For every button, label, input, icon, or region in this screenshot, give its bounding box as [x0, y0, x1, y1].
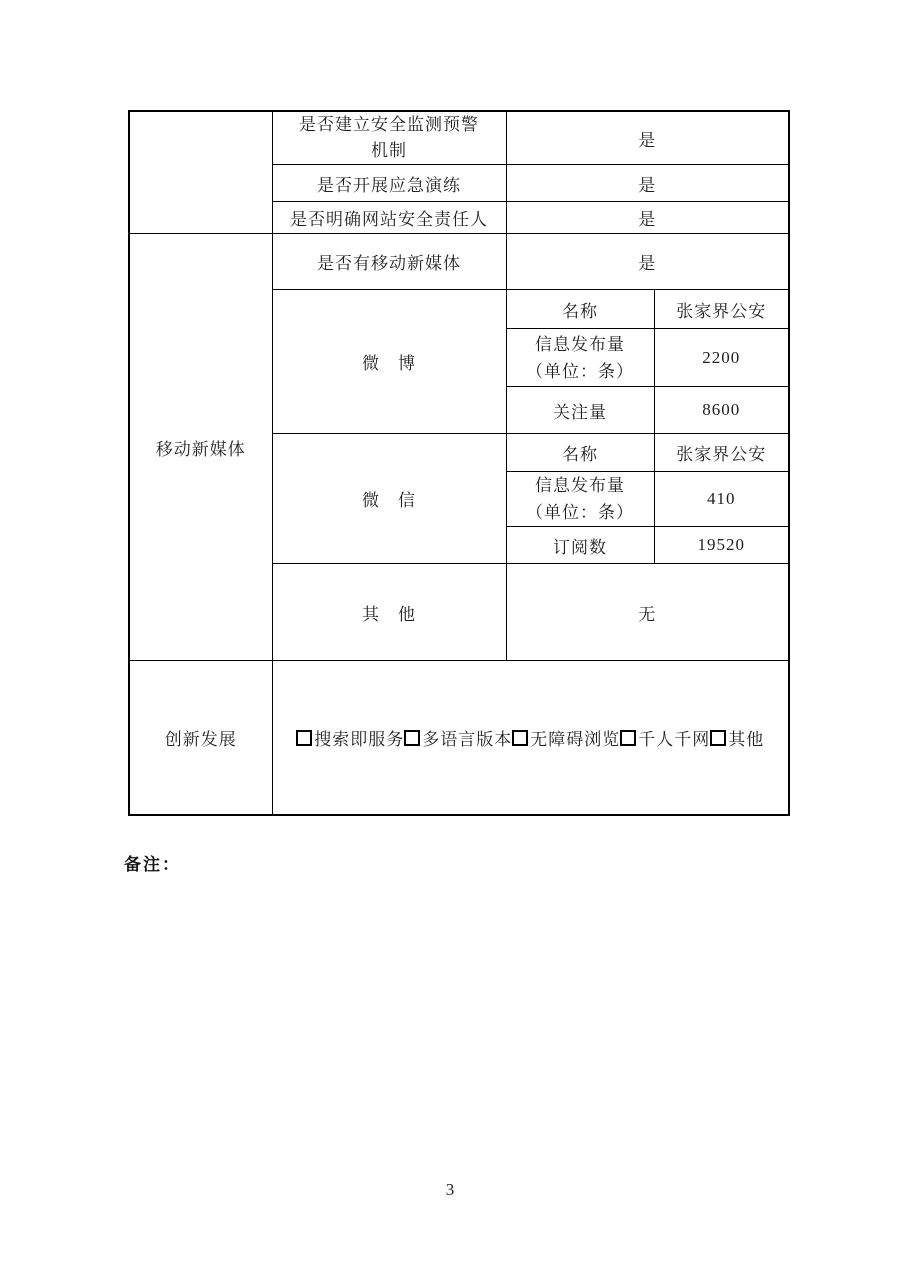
label-line: （单位：条） — [526, 361, 634, 381]
value-weibo-posts: 2200 — [654, 329, 789, 387]
checkbox-label: 其他 — [728, 729, 765, 749]
table-row — [129, 661, 789, 815]
label-security-warning-mechanism — [272, 111, 506, 165]
checkbox-label: 无障碍浏览 — [530, 729, 621, 749]
label-weibo-followers: 关注量 — [506, 387, 654, 434]
value-wechat-name: 张家界公安 — [654, 434, 789, 472]
value-weibo-name: 张家界公安 — [654, 290, 789, 329]
label-line: 是否建立安全监测预警 — [299, 115, 479, 134]
value-emergency-drill: 是 — [506, 165, 789, 202]
checkbox-icon — [512, 730, 528, 746]
label-weibo-posts — [506, 329, 654, 387]
category-cell-empty — [129, 111, 272, 234]
label-wechat: 微 信 — [272, 434, 506, 564]
annual-report-table — [128, 110, 790, 816]
checkbox-icon — [296, 730, 312, 746]
checkbox-label: 多语言版本 — [422, 729, 513, 749]
label-security-responsible-person: 是否明确网站安全责任人 — [272, 202, 506, 234]
checkbox-icon — [620, 730, 636, 746]
value-other-media: 无 — [506, 564, 789, 661]
notes-label: 备注： — [124, 855, 181, 874]
value-security-warning-mechanism: 是 — [506, 111, 789, 165]
checkbox-icon — [404, 730, 420, 746]
innovation-option — [710, 730, 764, 749]
innovation-option — [296, 730, 404, 749]
label-emergency-drill: 是否开展应急演练 — [272, 165, 506, 202]
innovation-option — [512, 730, 620, 749]
value-has-mobile-media: 是 — [506, 234, 789, 290]
label-line: 信息发布量 — [535, 334, 625, 354]
page-number: 3 — [445, 1180, 455, 1199]
value-weibo-followers: 8600 — [654, 387, 789, 434]
label-wechat-subscribers: 订阅数 — [506, 527, 654, 564]
innovation-option — [404, 730, 512, 749]
label-line: 机制 — [371, 141, 407, 160]
innovation-option — [620, 730, 710, 749]
table-row — [129, 234, 789, 290]
checkbox-label: 千人千网 — [638, 729, 711, 749]
label-other-media: 其 他 — [272, 564, 506, 661]
label-wechat-posts — [506, 472, 654, 527]
value-security-responsible-person: 是 — [506, 202, 789, 234]
label-wechat-name: 名称 — [506, 434, 654, 472]
label-has-mobile-media: 是否有移动新媒体 — [272, 234, 506, 290]
checkbox-icon — [710, 730, 726, 746]
label-line: 信息发布量 — [535, 476, 625, 495]
label-weibo-name: 名称 — [506, 290, 654, 329]
category-cell-innovation: 创新发展 — [129, 661, 272, 815]
label-weibo: 微 博 — [272, 290, 506, 434]
table-row — [129, 111, 789, 165]
value-wechat-posts: 410 — [654, 472, 789, 527]
label-line: （单位：条） — [526, 503, 634, 522]
checkbox-label: 搜索即服务 — [314, 729, 405, 749]
value-wechat-subscribers: 19520 — [654, 527, 789, 564]
category-cell-mobile-media: 移动新媒体 — [129, 234, 272, 661]
innovation-options-cell — [272, 661, 789, 815]
